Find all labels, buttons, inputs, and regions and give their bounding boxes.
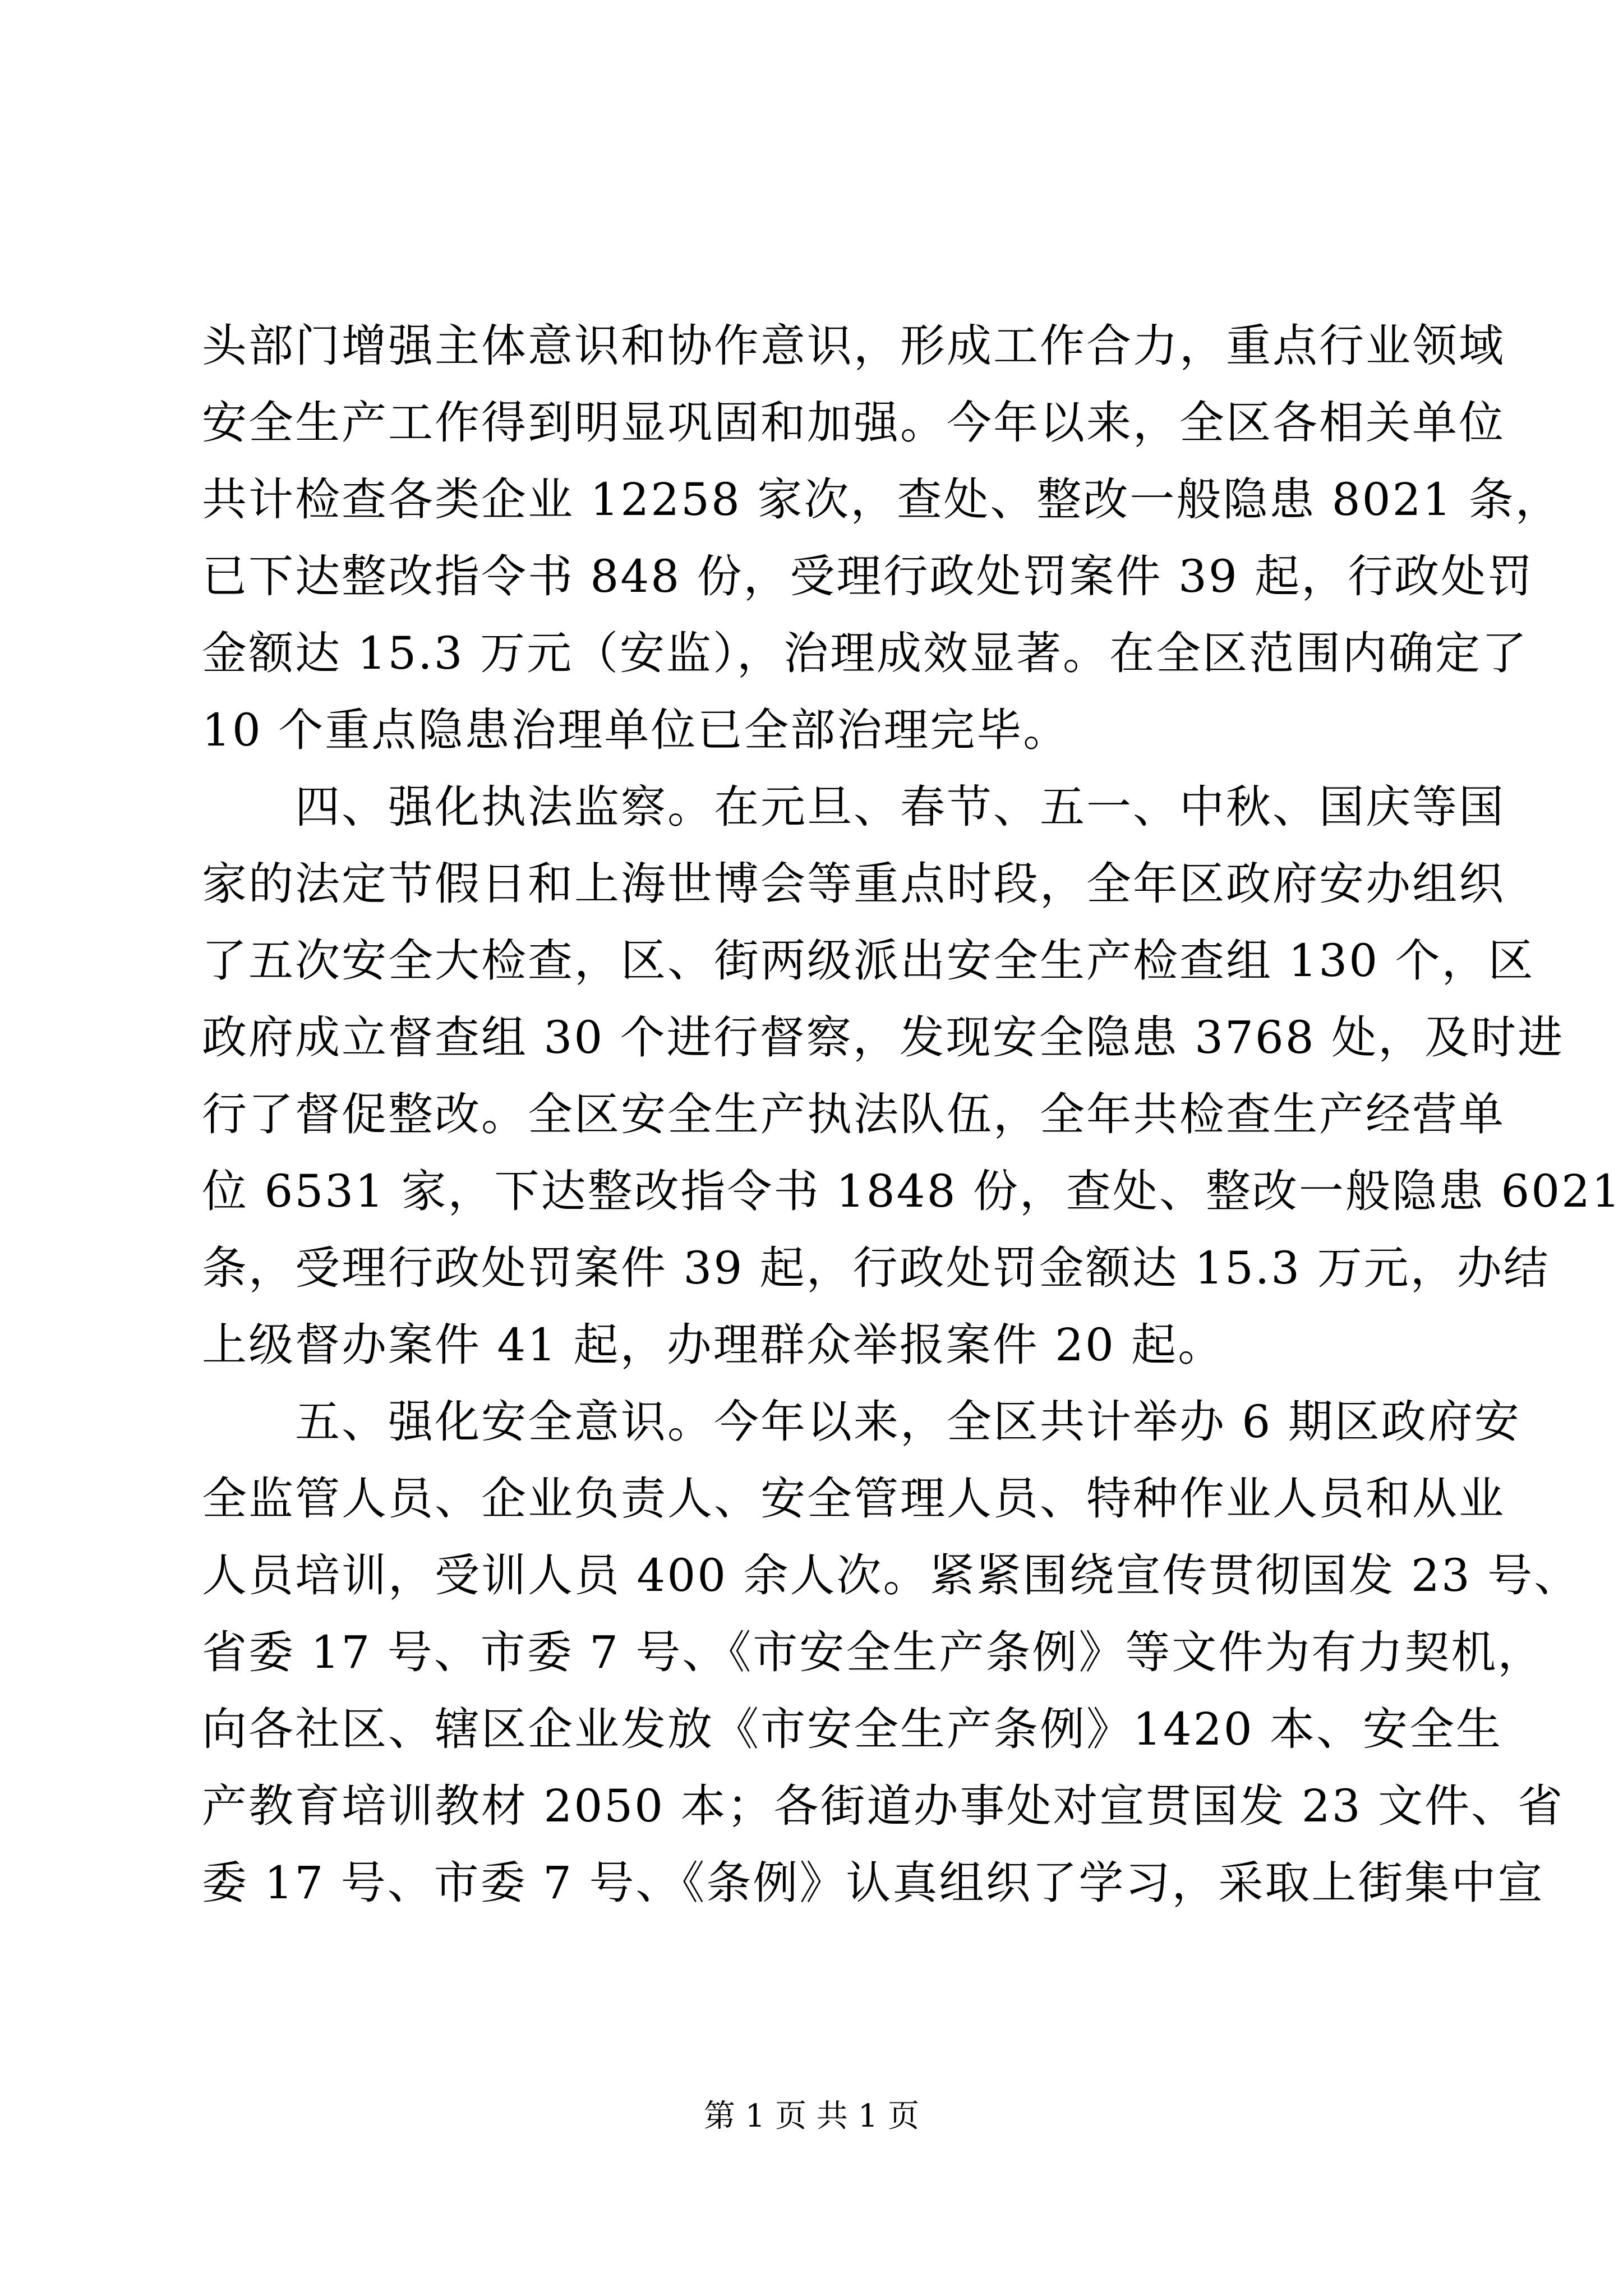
body-text-line: 四、强化执法监察。在元旦、春节、五一、中秋、国庆等国 bbox=[202, 781, 1505, 833]
page-footer: 第 1 页 共 1 页 bbox=[703, 2098, 920, 2134]
body-text-line: 全监管人员、企业负责人、安全管理人员、特种作业人员和从业 bbox=[202, 1473, 1505, 1525]
body-text-line: 条，受理行政处罚案件 39 起，行政处罚金额达 15.3 万元，办结 bbox=[202, 1242, 1550, 1294]
body-text-line: 共计检查各类企业 12258 家次，查处、整改一般隐患 8021 条， bbox=[202, 473, 1562, 526]
body-text-line: 委 17 号、市委 7 号、《条例》认真组织了学习，采取上街集中宣 bbox=[202, 1857, 1544, 1909]
body-text-line: 五、强化安全意识。今年以来，全区共计举办 6 期区政府安 bbox=[202, 1396, 1521, 1448]
body-text-line: 金额达 15.3 万元（安监），治理成效显著。在全区范围内确定了 bbox=[202, 627, 1528, 679]
body-text-line: 10 个重点隐患治理单位已全部治理完毕。 bbox=[202, 704, 1070, 756]
body-text-line: 上级督办案件 41 起，办理群众举报案件 20 起。 bbox=[202, 1319, 1225, 1371]
body-text-line: 向各社区、辖区企业发放《市安全生产条例》1420 本、安全生 bbox=[202, 1703, 1503, 1755]
body-text-line: 头部门增强主体意识和协作意识，形成工作合力，重点行业领域 bbox=[202, 320, 1505, 372]
body-text-line: 行了督促整改。全区安全生产执法队伍，全年共检查生产经营单 bbox=[202, 1088, 1505, 1140]
body-text-line: 安全生产工作得到明显巩固和加强。今年以来，全区各相关单位 bbox=[202, 397, 1505, 449]
body-text-line: 政府成立督查组 30 个进行督察，发现安全隐患 3768 处，及时进 bbox=[202, 1011, 1565, 1064]
body-text-line: 省委 17 号、市委 7 号、《市安全生产条例》等文件为有力契机， bbox=[202, 1626, 1544, 1678]
body-text-line: 家的法定节假日和上海世博会等重点时段，全年区政府安办组织 bbox=[202, 858, 1505, 910]
body-text-line: 了五次安全大检查，区、街两级派出安全生产检查组 130 个，区 bbox=[202, 935, 1535, 987]
body-text-line: 产教育培训教材 2050 本；各街道办事处对宣贯国发 23 文件、省 bbox=[202, 1780, 1565, 1832]
body-text-line: 已下达整改指令书 848 份，受理行政处罚案件 39 起，行政处罚 bbox=[202, 550, 1534, 602]
body-text-line: 人员培训，受训人员 400 余人次。紧紧围绕宣传贯彻国发 23 号、 bbox=[202, 1549, 1581, 1602]
body-text-line: 位 6531 家，下达整改指令书 1848 份，查处、整改一般隐患 6021 bbox=[202, 1165, 1622, 1217]
